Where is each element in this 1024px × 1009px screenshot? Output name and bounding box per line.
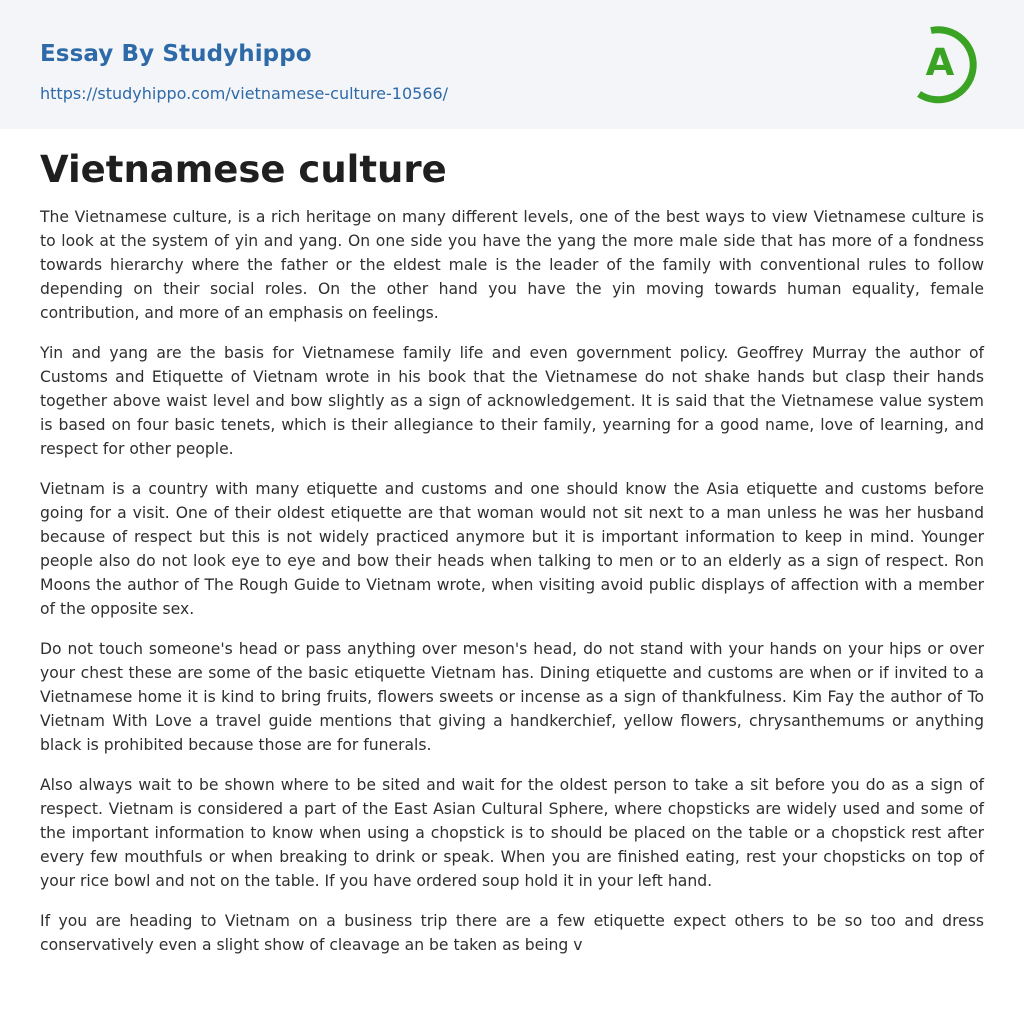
logo-letter: A bbox=[925, 41, 955, 84]
essay-paragraph-4: Do not touch someone's head or pass anything over meson's head, do not stand with your hands on your hips or over your chest these are some of the basic etiquette Vietnam has. Dining etiquette and customs are when or if invited to a Vietnamese home it is kind to bring fruits, flowers sweets or incense as a sign of thankfulness. Kim Fay the author of To Vietnam With Love a travel guide mentions that giving a handkerchief, yellow flowers, chrysanthemums or anything black is prohibited because those are for funerals. bbox=[40, 640, 984, 754]
studyhippo-logo-icon[interactable] bbox=[912, 19, 986, 105]
essay-paragraph-6: If you are heading to Vietnam on a business trip there are a few etiquette expect others to be so too and dress conservatively even a slight show of cleavage an be taken as being v bbox=[40, 912, 984, 954]
essay-paragraph-1: The Vietnamese culture, is a rich heritage on many different levels, one of the best ways to view Vietnamese culture is to look at the system of yin and yang. On one side you have the yang the more male side that has more of a fondness towards hierarchy where the father or the eldest male is the leader of the family with conventional rules to follow depending on their social roles. On the other hand you have the yin moving towards human equality, female contribution, and more of an emphasis on feelings. bbox=[40, 208, 984, 322]
site-header bbox=[0, 0, 1024, 129]
brand-title: Essay By Studyhippo bbox=[40, 41, 312, 67]
essay-paragraph-3: Vietnam is a country with many etiquette and customs and one should know the Asia etiquette and customs before going for a visit. One of their oldest etiquette are that woman would not sit next to a man unless he was her husband because of respect but this is not widely practiced anymore but it is important information to keep in mind. Younger people also do not look eye to eye and bow their heads when talking to men or to an elderly as a sign of respect. Ron Moons the author of The Rough Guide to Vietnam wrote, when visiting avoid public displays of affection with a member of the opposite sex. bbox=[40, 480, 984, 618]
essay-paragraph-2: Yin and yang are the basis for Vietnamese family life and even government policy. Geoffrey Murray the author of Customs and Etiquette of Vietnam wrote in his book that the Vietnamese do not shake hands but clasp their hands together above waist level and bow slightly as a sign of acknowledgement. It is said that the Vietnamese value system is based on four basic tenets, which is their allegiance to their family, yearning for a good name, love of learning, and respect for other people. bbox=[40, 344, 984, 458]
essay-body bbox=[40, 205, 984, 957]
source-url-link[interactable]: https://studyhippo.com/vietnamese-culture-10566/ bbox=[40, 84, 449, 103]
essay-content bbox=[0, 129, 1024, 957]
essay-paragraph-5: Also always wait to be shown where to be sited and wait for the oldest person to take a sit before you do as a sign of respect. Vietnam is considered a part of the East Asian Cultural Sphere, where chopsticks are widely used and some of the important information to know when using a chopstick is to should be placed on the table or a chopstick rest after every few mouthfuls or when breaking to drink or speak. When you are finished eating, rest your chopsticks on top of your rice bowl and not on the table. If you have ordered soup hold it in your left hand. bbox=[40, 776, 984, 890]
essay-title: Vietnamese culture bbox=[40, 148, 447, 191]
